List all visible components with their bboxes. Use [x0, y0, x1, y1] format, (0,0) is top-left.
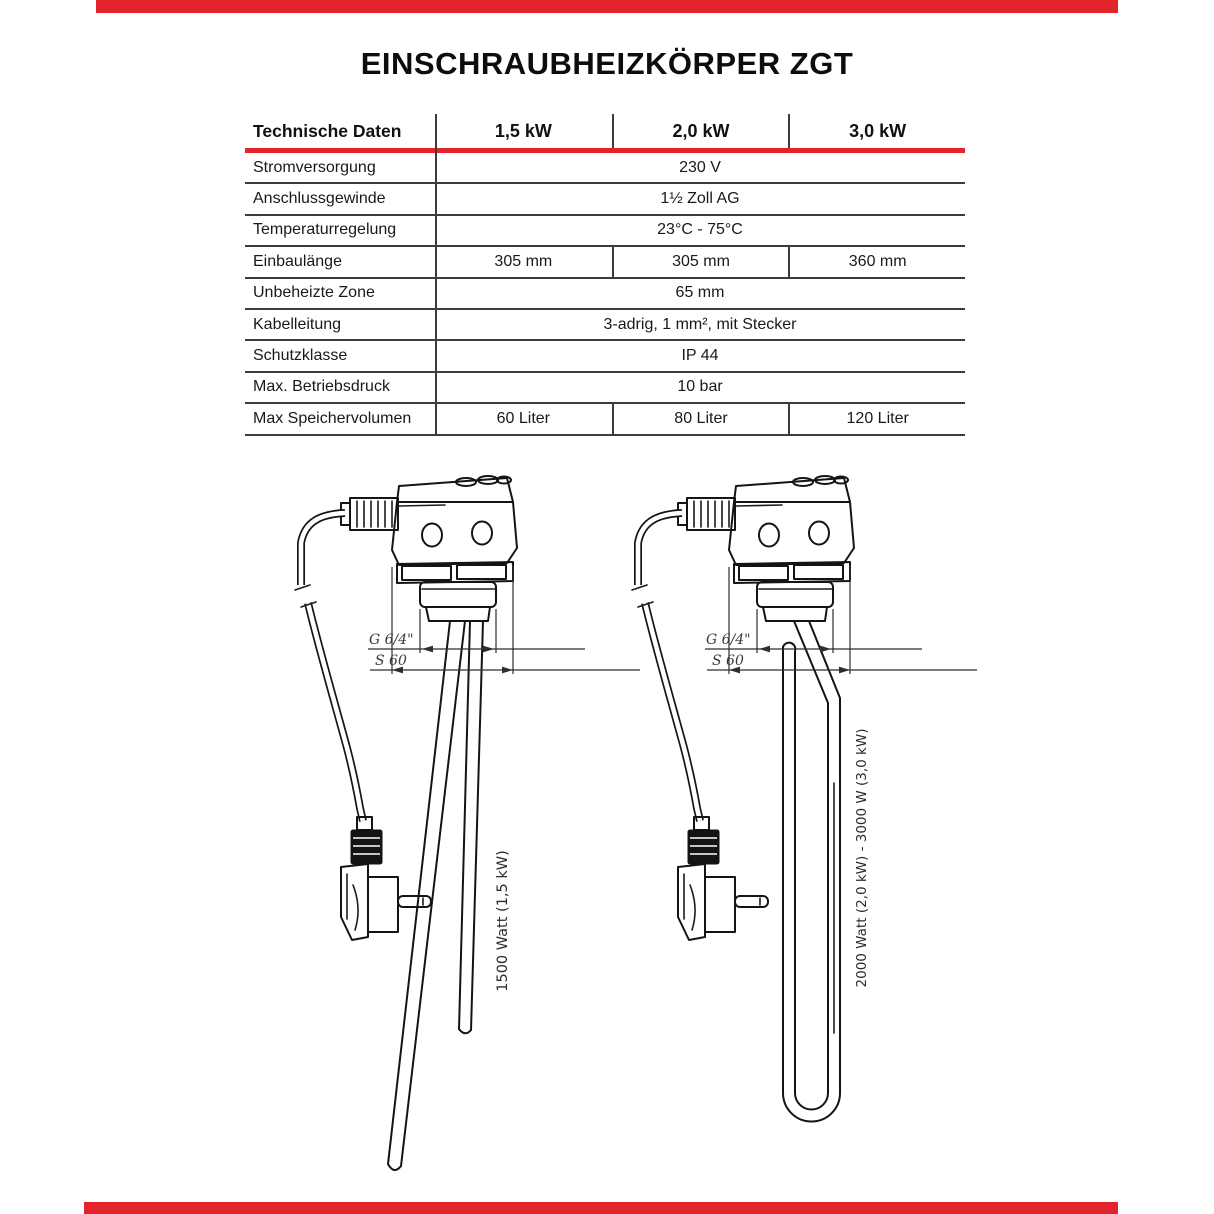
- heating-loop: [783, 621, 840, 1122]
- thermostat-hole: [759, 524, 779, 547]
- heater-drawing-2-3kw: [622, 453, 1012, 1213]
- thermostat-hole: [422, 524, 442, 547]
- row-value: 3-adrig, 1 mm², mit Stecker: [603, 315, 797, 333]
- row-value: 65 mm: [675, 284, 725, 302]
- heater-drawing-1-5kw: [285, 453, 665, 1213]
- table-row: [245, 216, 965, 247]
- row-label: Max. Betriebsdruck: [253, 378, 390, 396]
- table-header-label: Technische Daten: [253, 120, 402, 141]
- row-value: 360 mm: [788, 247, 965, 276]
- power-rating-label: 1500 Watt (1,5 kW): [495, 850, 511, 992]
- table-row: [245, 247, 965, 278]
- table-row: [245, 404, 965, 435]
- plug-pin: [735, 896, 768, 907]
- heater-head: [392, 476, 517, 621]
- schuko-plug-icon: [341, 817, 431, 940]
- row-label: Anschlussgewinde: [253, 190, 386, 208]
- top-red-bar: [96, 0, 1118, 13]
- row-value: 23°C - 75°C: [657, 221, 743, 239]
- row-value: 10 bar: [677, 378, 723, 396]
- table-row: [245, 184, 965, 215]
- table-header-col-1: 1,5 kW: [494, 120, 552, 141]
- table-row: [245, 153, 965, 184]
- wrench-size-label: S 60: [375, 653, 407, 669]
- row-label: Kabelleitung: [253, 315, 342, 333]
- heater-head: [729, 476, 854, 621]
- row-value: 305 mm: [612, 247, 789, 276]
- row-value: 60 Liter: [496, 409, 551, 427]
- row-label: Stromversorgung: [253, 158, 376, 176]
- table-header-col-2: 2,0 kW: [612, 114, 789, 148]
- thread-size-label: G 6/4": [706, 632, 751, 648]
- hex-nut: [420, 582, 496, 607]
- row-value: 120 Liter: [788, 404, 965, 433]
- table-row: [245, 341, 965, 372]
- thread-size-label: G 6/4": [369, 632, 414, 648]
- thermostat-hole: [472, 522, 492, 545]
- hex-nut: [757, 582, 833, 607]
- row-value: IP 44: [681, 347, 719, 365]
- thread-boss: [763, 607, 827, 621]
- table-row: [245, 373, 965, 404]
- row-label: Einbaulänge: [253, 252, 342, 270]
- row-label: Unbeheizte Zone: [253, 284, 375, 302]
- wrench-size-label: S 60: [712, 653, 744, 669]
- table-column-divider: [435, 114, 437, 436]
- row-value: 230 V: [679, 158, 721, 176]
- power-rating-label: 2000 Watt (2,0 kW) - 3000 W (3,0 kW): [854, 728, 870, 988]
- thread-boss: [426, 607, 490, 621]
- table-header-row: [245, 114, 965, 148]
- table-row: [245, 279, 965, 310]
- row-value: 80 Liter: [612, 404, 789, 433]
- technical-data-table: [245, 114, 965, 436]
- row-value: 305 mm: [494, 252, 553, 270]
- page-title: EINSCHRAUBHEIZKÖRPER ZGT: [360, 46, 854, 81]
- row-value: 1½ Zoll AG: [660, 190, 740, 208]
- row-label: Schutzklasse: [253, 347, 348, 365]
- row-label: Max Speichervolumen: [253, 409, 412, 427]
- table-row: [245, 310, 965, 341]
- schuko-plug-icon: [678, 817, 768, 940]
- table-header-col-3: 3,0 kW: [788, 114, 965, 148]
- thermostat-hole: [809, 522, 829, 545]
- plug-pin: [398, 896, 431, 907]
- row-label: Temperaturregelung: [253, 221, 397, 239]
